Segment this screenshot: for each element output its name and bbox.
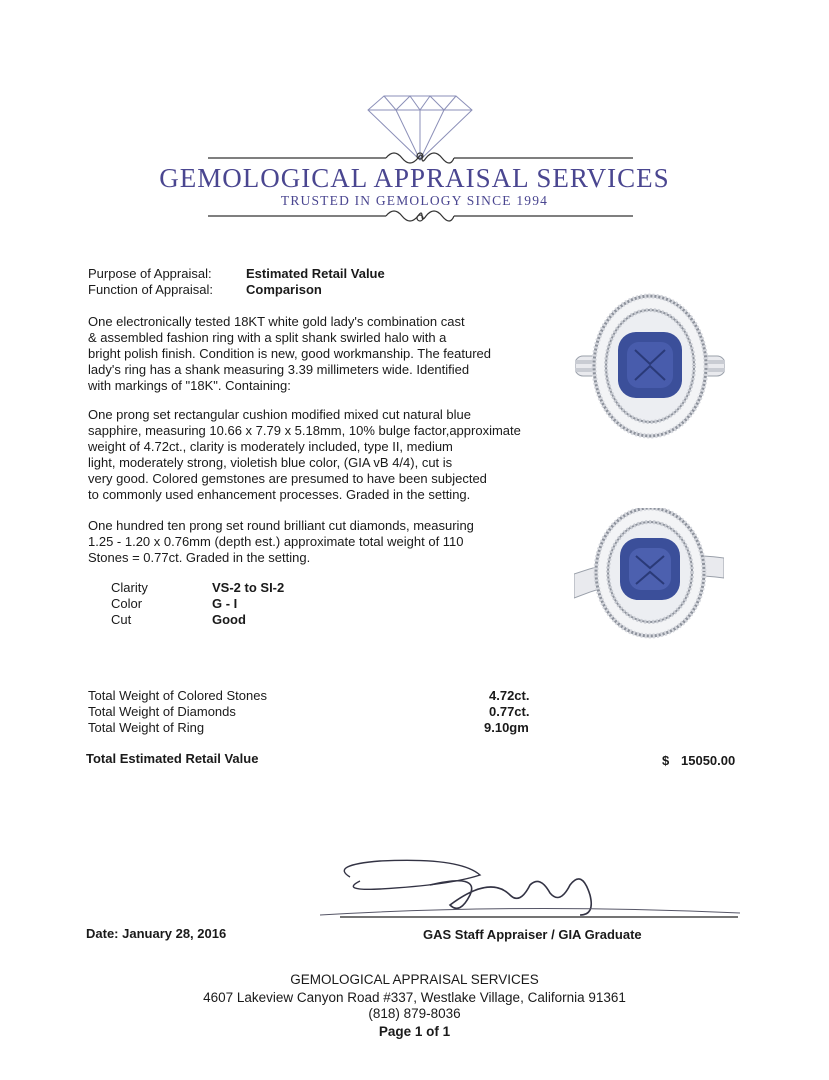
diamonds-description: One hundred ten prong set round brilliant cut diamonds, measuring 1.25 - 1.20 x 0.76mm (depth est.) approximate total weight of 110 Stones = 0.77ct. Graded in the setting. xyxy=(88,518,474,565)
ring-photo-front xyxy=(575,292,725,442)
purpose-value: Estimated Retail Value xyxy=(246,266,385,281)
retail-amount: 15050.00 xyxy=(681,753,736,768)
diamond-icon xyxy=(368,96,472,160)
page-number: Page 1 of 1 xyxy=(378,1024,451,1039)
retail-label: Total Estimated Retail Value xyxy=(86,751,259,766)
ornament-bottom xyxy=(208,211,633,221)
total-label-ring: Total Weight of Ring xyxy=(88,720,205,735)
footer-phone: (818) 879-8036 xyxy=(368,1006,461,1021)
grade-label-cut: Cut xyxy=(111,612,132,627)
total-label-colored: Total Weight of Colored Stones xyxy=(88,688,267,703)
total-value-colored: 4.72ct. xyxy=(489,688,530,703)
appraisal-date: Date: January 28, 2016 xyxy=(86,926,227,941)
company-tagline: TRUSTED IN GEMOLOGY SINCE 1994 xyxy=(280,193,549,208)
total-label-diamonds: Total Weight of Diamonds xyxy=(88,704,236,719)
appraiser-signature xyxy=(320,855,740,925)
purpose-label: Purpose of Appraisal: xyxy=(88,266,212,281)
company-logo xyxy=(0,90,829,230)
signature-caption: GAS Staff Appraiser / GIA Graduate xyxy=(423,927,642,942)
ring-description: One electronically tested 18KT white gold lady's combination cast & assembled fashion ring with a split shank swirled halo with a bright polish finish. Condition is new, good workmanship. The featured lady's ring has a shank measuring 3.39 millimeters wide. Identified with markings of "18K". Containing: xyxy=(88,314,491,393)
ring-photo-angle xyxy=(574,508,724,658)
grade-value-color: G - I xyxy=(212,596,238,611)
grade-label-color: Color xyxy=(111,596,143,611)
grade-label-clarity: Clarity xyxy=(111,580,148,595)
company-name: GEMOLOGICAL APPRAISAL SERVICES xyxy=(159,163,670,193)
sapphire-description: One prong set rectangular cushion modified mixed cut natural blue sapphire, measuring 10.66 x 7.79 x 5.18mm, 10% bulge factor,approximate weight of 4.72ct., clarity is moderately included, type II, medium light, moderately strong, violetish blue color, (GIA vB 4/4), cut is very good. Colored gemstones are presumed to have been subjected to commonly used enhancement processes. Graded in the setting. xyxy=(88,407,521,502)
function-value: Comparison xyxy=(246,282,322,297)
function-label: Function of Appraisal: xyxy=(88,282,214,297)
total-value-diamonds: 0.77ct. xyxy=(489,704,530,719)
retail-currency: $ xyxy=(662,753,670,768)
total-value-ring: 9.10gm xyxy=(484,720,529,735)
grade-value-cut: Good xyxy=(212,612,246,627)
footer-company: GEMOLOGICAL APPRAISAL SERVICES xyxy=(290,972,539,987)
footer-address: 4607 Lakeview Canyon Road #337, Westlake Village, California 91361 xyxy=(203,990,626,1005)
grade-value-clarity: VS-2 to SI-2 xyxy=(212,580,285,595)
